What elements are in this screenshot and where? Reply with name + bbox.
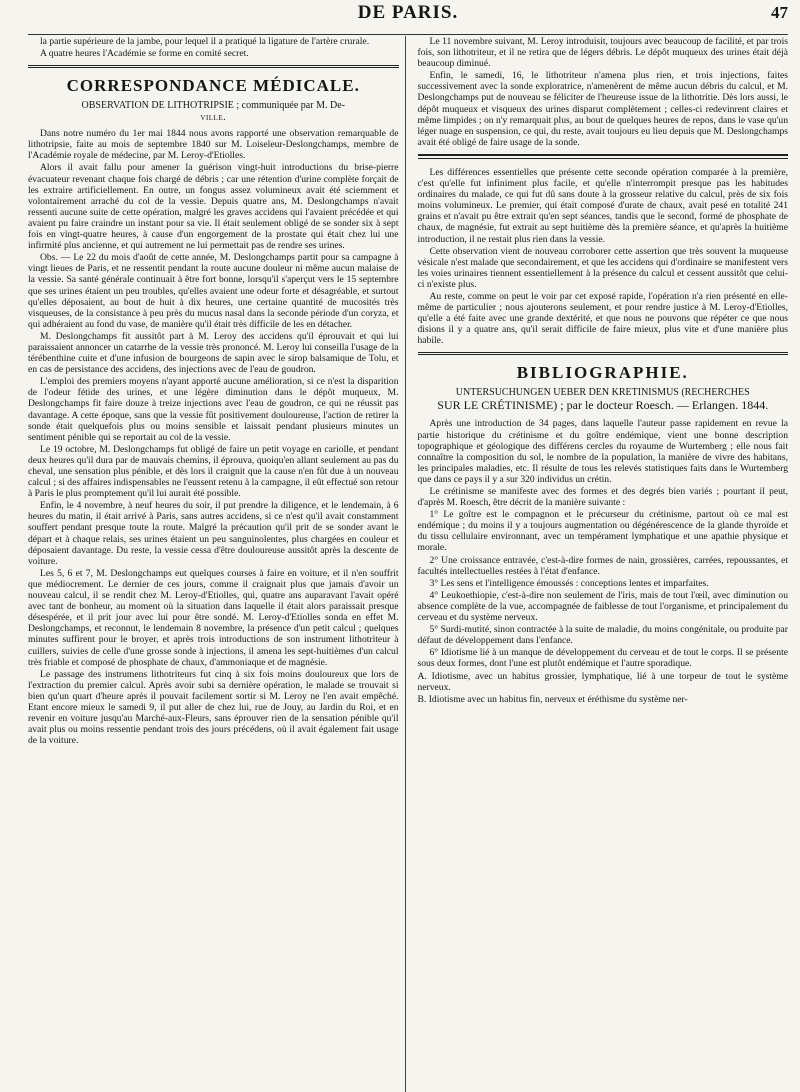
book-title-line: SUR LE CRÉTINISME) ; par le docteur Roesch. — Erlangen. 1844.	[437, 398, 769, 413]
paragraph: Le crétinisme se manifeste avec des formes et des degrés bien variés ; pourtant il peut, d'après M. Roesch, être décrit de la manière suivante :	[417, 486, 788, 509]
paragraph: Le passage des instrumens lithotriteurs fut cinq à six fois moins douloureux que lors de l'extraction du premier calcul. Après avoir subi sa dernière opération, le malade se trouvait si bien qu'un quart d'heure après il pouvait facilement sortir si M. Leroy ne l'en avait empêché. Etant encore mieux le samedi 9, il put aller de chez lui, rue de Jouy, au Jardin du Roi, et en revenir en voiture jusqu'au Marché-aux-Fleurs, sans éprouver rien de la sensation pénible qu'il avait plus ou moins ressentie pendant trois des jours précédens, où il avait également fait usage de la voiture.	[28, 668, 399, 747]
paragraph: 3° Les sens et l'intelligence émoussés : conceptions lentes et imparfaites.	[429, 577, 709, 589]
page-number: 47	[771, 3, 788, 22]
paragraph: A. Idiotisme, avec un habitus grossier, lymphatique, lié à une torpeur de tout le système nerveux.	[417, 670, 788, 693]
article-title	[28, 100, 399, 124]
paragraph: 4° Leukoethiopie, c'est-à-dire non seulement de l'iris, mais de tout l'œil, avec diminution ou absence complète de la vue, accompagnée de faiblesse de tout l'organisme, et principalement du cerveau et du système nerveux.	[417, 589, 788, 624]
article-title-line: OBSERVATION DE LITHOTRIPSIE ; communiquée par M. De-	[81, 100, 345, 112]
paragraph: M. Deslongchamps fit aussitôt part à M. Leroy des accidens qu'il éprouvait et qui lui paraissaient annoncer un catarrhe de la vessie très prononcé. M. Leroy lui conseilla l'usage de la térébenthine cuite et d'une infusion de bourgeons de sapin avec le sirop balsamique de Tolu, et en cas de persistance des accidens, des injections avec de l'eau de goudron.	[28, 330, 399, 376]
paragraph: la partie supérieure de la jambe, pour lequel il a pratiqué la ligature de l'artère crurale.	[40, 36, 370, 47]
paragraph: Le 11 novembre suivant, M. Leroy introduisit, toujours avec beaucoup de facilité, et par trois fois, son lithotriteur, et il ne retira que de légers débris. Le dépôt muqueux des urines était déjà beaucoup diminué.	[417, 36, 788, 70]
paragraph: Les différences essentielles que présente cette seconde opération comparée à la première, c'est qu'elle fut infiniment plus facile, et qu'elle n'interrompit presque pas les habitudes ordinaires du malade, ce qui fut dû sans doute à la grosseur relative du calcul, près de six fois moins volumineux. Le premier, qui était composé d'urate de chaux, avait pesé en totalité 241 grains et n'avait pu être extrait qu'en sept séances, tandis que le second, formé de phosphate de chaux, de magnésie, fut extrait au sept huitième dès la première séance, et qu'après la huitième introduction, il ne restait plus rien dans la vessie.	[417, 166, 788, 245]
paragraph: Cette observation vient de nouveau corroborer cette assertion que très souvent la muqueuse vésicale n'est malade que secondairement, et que les accidens qui d'ordinaire se manifestent vers les voies urinaires tiennent essentiellement à la présence du calcul et cessent aussitôt que celui-ci n'existe plus.	[417, 245, 788, 290]
paragraph: B. Idiotisme avec un habitus fin, nerveux et éréthisme du système ner-	[417, 693, 688, 705]
paragraph: L'emploi des premiers moyens n'ayant apporté aucune amélioration, si ce n'est la disparition de l'odeur fétide des urines, et une légère diminution dans le dépôt muqueux, M. Deslongchamps fit faire douze à treize injections avec l'eau de goudron, ce qui ne réussit pas davantage. A cette époque, sans que la vessie fût positivement douloureuse, l'action de retirer la sonde était quelquefois plus ou moins sensible et laissait pendant plusieurs minutes un sentiment pénible qui se reportait au col de la vessie.	[28, 376, 399, 443]
paragraph: 1° Le goître est le compagnon et le précurseur du crétinisme, partout où ce mal est endémique ; du moins il y a toujours augmentation ou dégénérescence de la glande thyroïde et du tissu cellulaire environnant, avec un tempérament lymphatique et une apathie physique et morale.	[417, 509, 788, 554]
paragraph: Après une introduction de 34 pages, dans laquelle l'auteur passe rapidement en revue la partie historique du crétinisme et du goître endémique, vient une bonne description topographique et géologique des différens cercles du royaume de Wurtemberg ; elle nous fait connaître la composition du sol, le nombre de la population, la manière de vivre des habitans, les principales maladies, etc. Il résulte de tous les relevés statistiques faits dans le Wurtemberg que dans ce pays il y a sur 320 individus un crétin.	[417, 418, 788, 485]
paragraph: Les 5, 6 et 7, M. Deslongchamps eut quelques courses à faire en voiture, et il n'en souffrit que médiocrement. Le dernier de ces jours, comme il craignait plus que jamais d'avoir un nouveau calcul, il se rendit chez M. Leroy-d'Etiolles, qui, quatre ans auparavant l'avait opéré avec tant de bonheur, au moment où la situation dans laquelle il était alors paraissait presque désespérée, et il prit jour avec lui pour être sondé. M. Leroy-d'Etiolles sonda en effet M. Deslongchamps, et reconnut, le lendemain 8 novembre, la présence d'un petit calcul ; quelques minutes suffirent pour le broyer, et après trois introductions de son instrument lithotriteur à cuillers, suivies de celle d'une grosse sonde à injections, il amena les sept-huitièmes d'un calcul très friable et composé de phosphate de chaux, d'ammoniaque et de magnésie.	[28, 567, 399, 668]
article-title-author: ville.	[200, 112, 227, 124]
book-title	[418, 387, 789, 413]
paragraph: Enfin, le samedi, 16, le lithotriteur n'amena plus rien, et trois injections, faites successivement avec la sonde exploratrice, n'amenèrent de même aucun débris du calcul, et M. Deslongchamps put de nouveau se féliciter de l'heureuse issue de la lithotritie. Dès lors aussi, le dépôt muqueux et visqueux des urines disparut complètement ; celles-ci redevinrent claires et même limpides ; on n'y remarquait plus, au bout de quelques heures de repos, dans le vase qu'un léger nuage en suspension, ce qui, du reste, avait toujours eu lieu depuis que M. Deslongchamps avait été obligé de faire usage de la sonde.	[417, 70, 788, 148]
book-title-line: UNTERSUCHUNGEN UEBER DEN KRETINISMUS (RECHERCHES	[455, 387, 750, 399]
section-rule	[28, 65, 399, 68]
running-title: DE PARIS.	[357, 2, 459, 23]
paragraph: Enfin, le 4 novembre, à neuf heures du soir, il put prendre la diligence, et le lendemain, à 6 heures du matin, il était arrivé à Paris, sans autres accidens, si ce n'est qu'il avait constamment souffert pendant presque toute la route. Malgré la précaution qu'il prit de se sonder avant le départ et à chaque relais, ses urines étaient un peu sanguinolentes, plus chargées en couleur et déposaient davantage. Du reste, la vessie cessa d'être douloureuse aussitôt après la descente de voiture.	[28, 500, 399, 567]
running-head	[28, 0, 788, 35]
separator-rule	[418, 154, 789, 159]
section-rule	[418, 352, 789, 355]
paragraph: Au reste, comme on peut le voir par cet exposé rapide, l'opération n'a rien présenté en elle-même de particulier ; nous ajouterons seulement, et pour rendre justice à M. Leroy-d'Etiolles, qu'elle a été faite avec une grande dextérité, et que nous ne pouvons que répéter ce que nous disions il y a quatre ans, qu'il serait difficile de faire mieux, plus vite et d'une manière plus habile.	[417, 290, 788, 347]
left-column	[28, 36, 406, 1092]
right-column	[414, 36, 789, 1092]
paragraph: 6° Idiotisme lié à un manque de développement du cerveau et de tout le corps. Il se présente sous deux formes, dont l'une est plutôt endémique et l'autre sporadique.	[417, 647, 788, 670]
section-title-correspondance: CORRESPONDANCE MÉDICALE.	[66, 76, 360, 96]
paragraph: A quatre heures l'Académie se forme en comité secret.	[40, 48, 249, 60]
paragraph: Dans notre numéro du 1er mai 1844 nous avons rapporté une observation remarquable de lithotripsie, faite au mois de septembre 1840 sur M. Loiseleur-Deslongchamps, membre de l'Académie royale de médecine, par M. Leroy-d'Etiolles.	[28, 128, 399, 162]
columns	[28, 36, 788, 1092]
paragraph: Alors il avait fallu pour amener la guérison vingt-huit introductions du brise-pierre évacuateur revenant chaque fois chargé de débris ; car une rétention d'urine complète forçait de les extraire artificiellement. En outre, un fongus assez volumineux avait été sciemment et volontairement arraché du col de la vessie. Depuis quatre ans, M. Deslongchamps n'avait ressenti aucune suite de cette opération, malgré les graves accidens qui l'avaient précédée et qui avaient pu faire craindre un instant pour sa vie. Il était seulement obligé de se sonder six à sept fois en vingt-quatre heures, à cause d'un engorgement de la prostate qui était chez lui une infirmité plus ancienne, et qui autrement ne lui permettait pas de rendre ses urines.	[28, 162, 399, 252]
paragraph: 2° Une croissance entravée, c'est-à-dire formes de nain, grossières, carrées, repoussantes, et facultés intellectuelles restées à l'état d'enfance.	[417, 554, 788, 577]
paragraph: Obs. — Le 22 du mois d'août de cette année, M. Deslongchamps partit pour sa campagne à vingt lieues de Paris, et ne ressentit pendant la route aucune douleur ni même aucun malaise de la vessie. Sa santé générale continuait à être fort bonne, lorsqu'il s'aperçut vers le 15 septembre que ses urines étaient un peu troubles, qu'elles avaient une odeur forte et désagréable, et surtout qu'elles déposaient, au bout de huit à dix heures, une certaine quantité de mucosités très visqueuses, de la consistance à peu près du mucus nasal dans la seconde période d'un coryza, et qui adhéraient au fond du vase, de manière qu'il était très difficile de les en détacher.	[28, 252, 399, 330]
paragraph: 5° Surdi-mutité, sinon contractée à la suite de maladie, du moins congénitale, ou produite par défaut de développement dans l'enfance.	[417, 624, 788, 647]
paragraph: Le 19 octobre, M. Deslongchamps fut obligé de faire un petit voyage en cariolle, et pendant deux heures qu'il dura par de mauvais chemins, il éprouva, quoiqu'en allant seulement au pas du cheval, une sensation plus pénible, et dès lors il craignit que la cause n'en fût due à un nouveau calcul ; si des affaires indispensables ne l'eussent retenu à la campagne, il eût effectué son retour à Paris le plus promptement qu'il lui aurait été possible.	[28, 443, 399, 500]
section-title-bibliographie: BIBLIOGRAPHIE.	[516, 363, 689, 383]
